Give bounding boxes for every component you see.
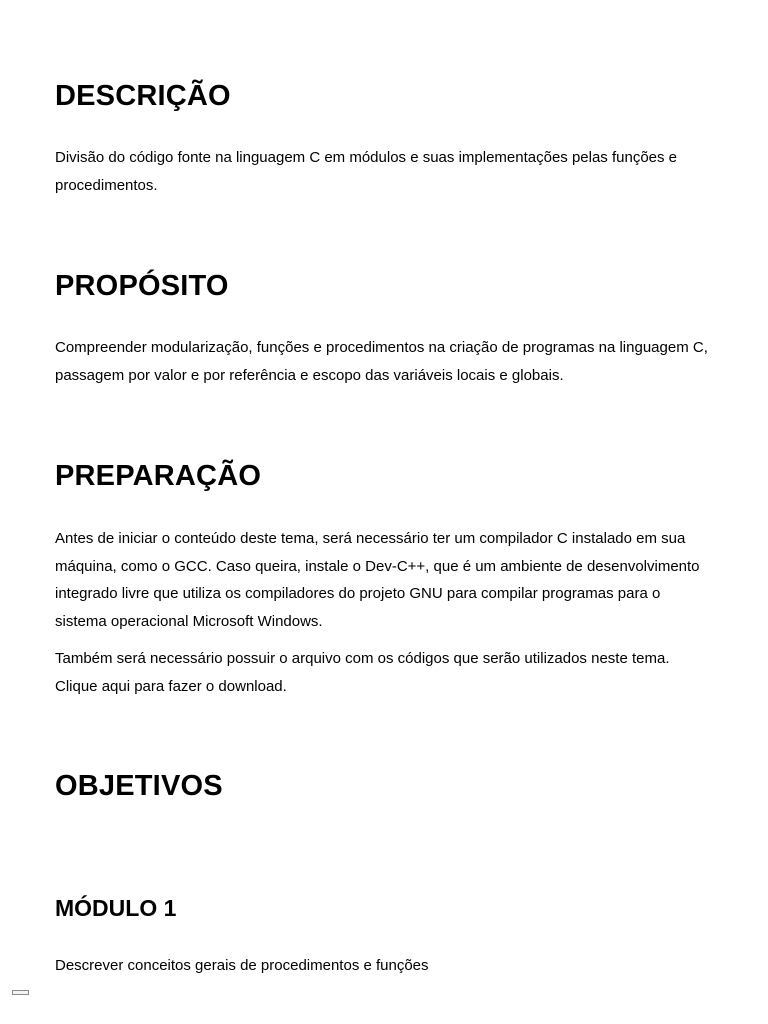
preparacao-paragraph-1: Antes de iniciar o conteúdo deste tema, será necessário ter um compilador C instalado em sua máquina, como o GCC. Caso queira, instale o Dev-C++, que é um ambiente de desenvolvimento integrado livre que utiliza os compiladores do projeto GNU para compilar programas para o sistema operacional Microsoft Windows. — [55, 530, 700, 630]
descricao-text: Divisão do código fonte na linguagem C em módulos e suas implementações pelas funções e procedimentos. — [55, 149, 678, 194]
scroll-handle[interactable] — [12, 990, 29, 995]
preparacao-paragraph-2-text: Também será necessário possuir o arquivo com os códigos que serão utilizados neste tema. — [55, 650, 670, 667]
section-heading-preparacao: PREPARAÇÃO — [55, 460, 262, 492]
module-1-objective: Descrever conceitos gerais de procedimentos e funções — [55, 957, 429, 974]
section-heading-descricao: DESCRIÇÃO — [55, 80, 231, 112]
section-heading-objetivos: OBJETIVOS — [55, 770, 223, 802]
module-heading-1: MÓDULO 1 — [55, 895, 177, 921]
preparacao-paragraph-2 — [55, 645, 715, 700]
proposito-text: Compreender modularização, funções e procedimentos na criação de programas na linguagem C, passagem por valor e por referência e escopo das variáveis locais e globais. — [55, 339, 708, 384]
download-link[interactable]: Clique aqui para fazer o download. — [55, 677, 287, 695]
section-heading-proposito: PROPÓSITO — [55, 270, 229, 302]
